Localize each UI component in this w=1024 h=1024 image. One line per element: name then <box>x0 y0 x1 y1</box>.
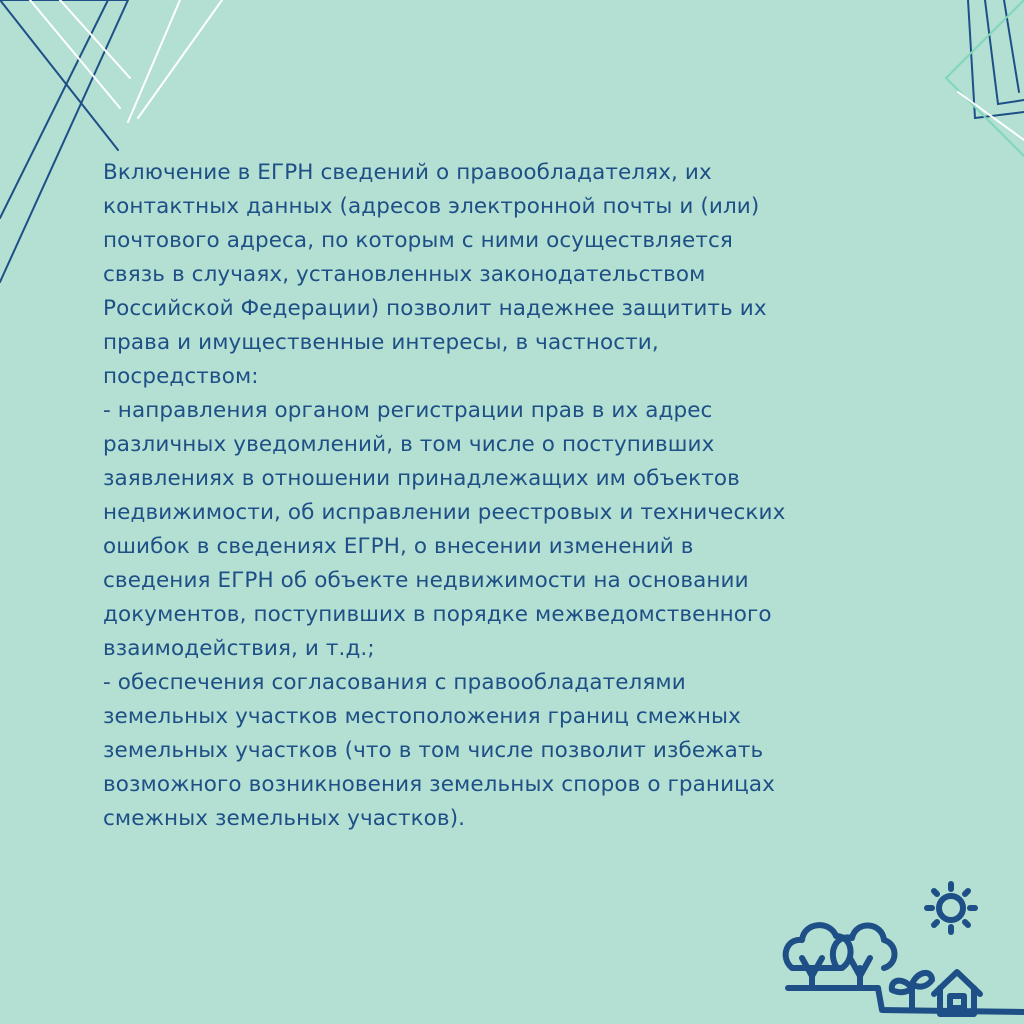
house-icon <box>934 972 980 1014</box>
sun-icon <box>927 884 975 932</box>
tree-icon <box>786 925 1024 1012</box>
sprout-icon <box>892 973 932 1010</box>
body-text: Включение в ЕГРН сведений о правообладателях, их контактных данных (адресов электронной почты и (или) почтового адреса, по которым с ними осуществляется связь в случаях, установленных законодательством Российской Федерации) позволит надежнее защитить их права и имущественные интересы, в частности, посредством: - направления органом регистрации прав в их адрес различных уведомлений, в том числе о поступивших заявлениях в отношении принадлежащих им объектов недвижимости, об исправлении реестровых и технических ошибок в сведениях ЕГРН, о внесении изменений в сведения ЕГРН об объекте недвижимости на основании документов, поступивших в порядке межведомственного взаимодействия, и т.д.; - обеспечения согласования с правообладателями земельных участков местоположения границ смежных земельных участков (что в том числе позволит избежать возможного возникновения земельных споров о границах смежных земельных участков). <box>103 160 786 831</box>
